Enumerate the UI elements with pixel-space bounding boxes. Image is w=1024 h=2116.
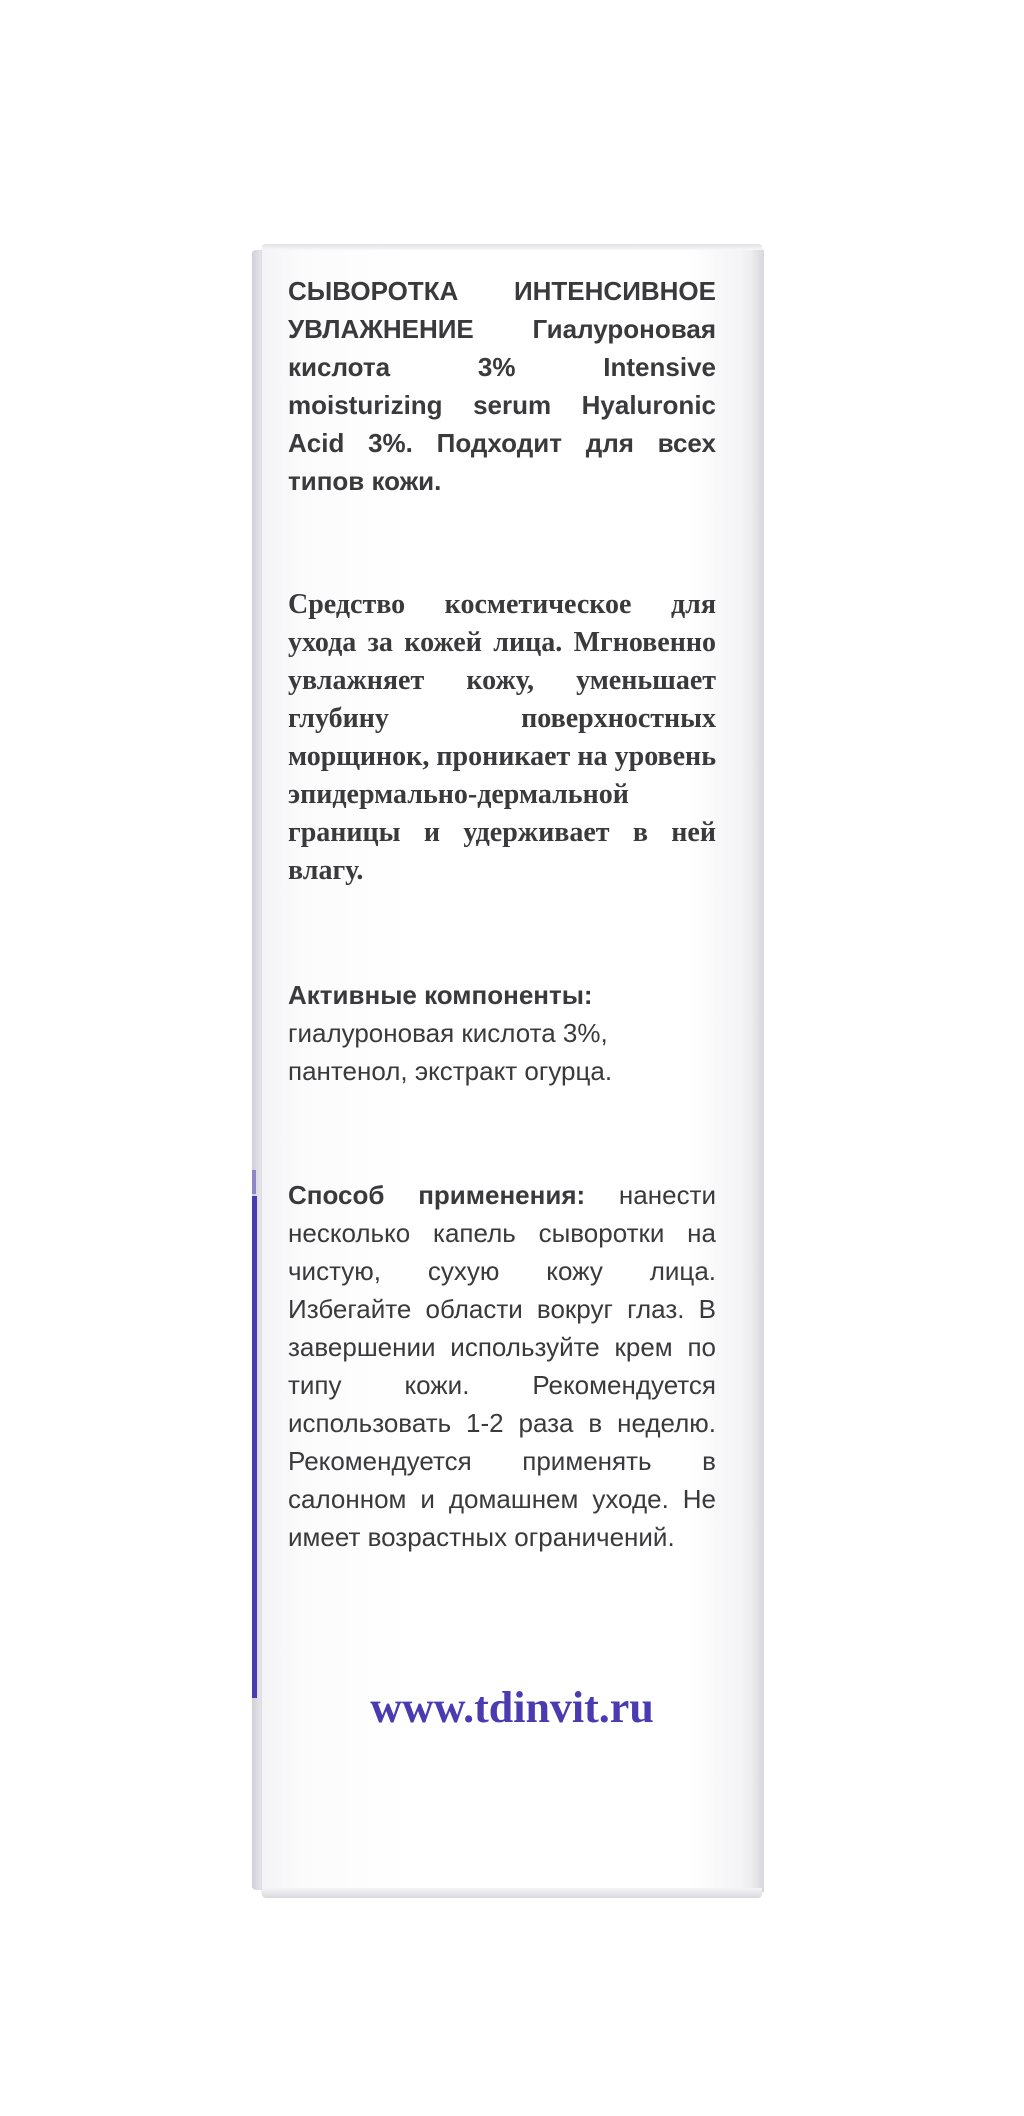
box-bottom-edge [262, 1888, 762, 1898]
usage-text: нанести несколько капель сыворотки на чистую, сухую кожу лица. Избегайте области вокруг глаз. В завершении используйте крем по типу кожи. Рекомендуется использовать 1-2 раза в неделю. Рекомендуется применять в салонном и домашнем уходе. Не имеет возрастных ограничений. [288, 1180, 717, 1552]
product-subtitle: Гиалуроновая кислота 3% Intensive moisturizing serum Hyaluronic Acid 3%. Подходит для всех типов кожи. [288, 314, 716, 496]
active-components-label: Активные компоненты: [288, 980, 593, 1010]
usage-label: Способ применения: [288, 1180, 586, 1210]
box-text [288, 272, 716, 1556]
usage-paragraph [288, 1176, 716, 1556]
product-heading: СЫВОРОТКА ИНТЕНСИВНОЕ УВЛАЖНЕНИЕ [288, 276, 716, 344]
active-components-text: гиалуроновая кислота 3%, пантенол, экстракт огурца. [288, 1018, 613, 1086]
description-paragraph: Средство косметическое для ухода за кожей лица. Мгновенно увлажняет кожу, уменьшает глубину поверхностных морщинок, проникает на уровень эпидермально-дермальной границы и удерживает в ней влагу. [288, 589, 716, 886]
active-components-paragraph [288, 976, 716, 1090]
box-right-fold [752, 250, 764, 1892]
purple-accent-strip [252, 1196, 257, 1698]
purple-strip-top [252, 1170, 256, 1194]
title-paragraph [288, 272, 716, 500]
box-top-edge [262, 244, 762, 250]
website-url: www.tdinvit.ru [370, 1683, 654, 1732]
